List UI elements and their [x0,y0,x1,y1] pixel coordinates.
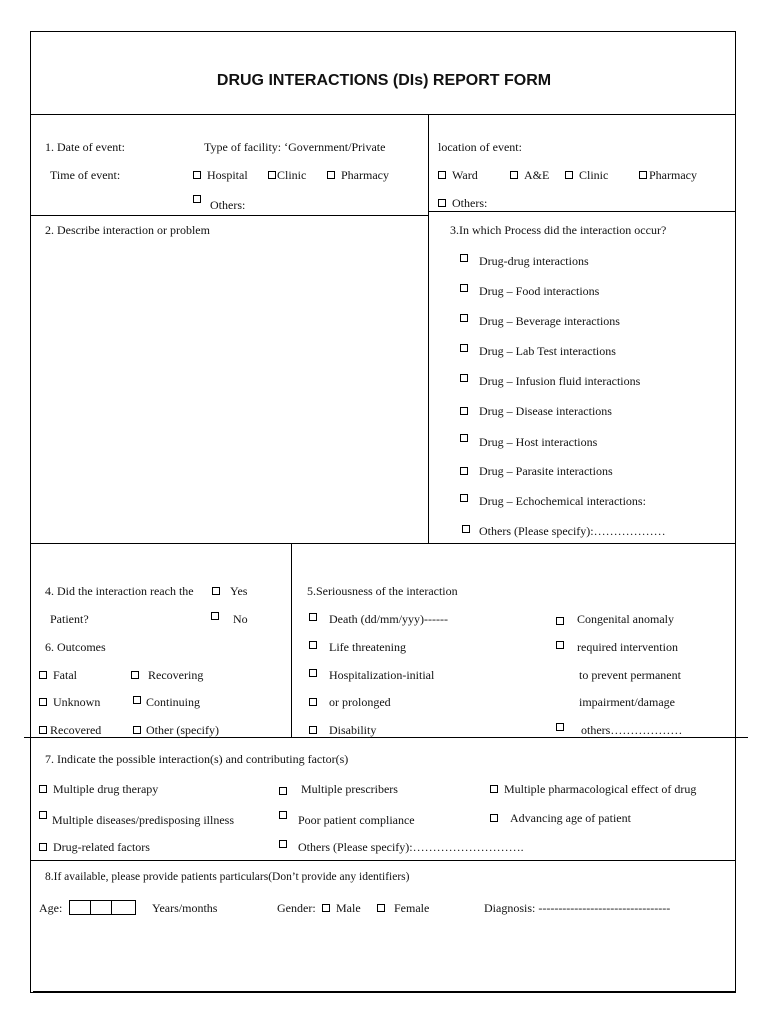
patient-particulars-label: 8.If available, please provide patients particulars(Don’t provide any identifiers) [45,871,410,883]
facility-option-pharmacy[interactable]: Pharmacy [327,168,389,182]
checkbox[interactable] [556,617,564,625]
seriousness-option-congenital[interactable]: Congenital anomaly [556,612,674,626]
age-input-digit-1[interactable] [69,900,91,915]
process-option-others[interactable]: Others (Please specify):……………… [462,524,666,538]
location-of-event-label: location of event: [438,140,522,154]
frame-bottom-double-line [33,991,736,992]
factor-option[interactable]: Multiple prescribers [279,782,398,796]
reached-patient-label: 4. Did the interaction reach the [45,584,194,598]
checkbox[interactable] [131,671,139,679]
factor-option[interactable]: Multiple pharmacological effect of drug [490,782,696,796]
rule-section-4-5 [24,737,748,738]
process-option[interactable]: Drug – Host interactions [460,434,597,449]
seriousness-option-disability[interactable]: Disability [309,723,376,737]
checkbox[interactable] [193,195,201,203]
seriousness-intervention-line-3: impairment/damage [579,695,675,709]
checkbox[interactable] [212,587,220,595]
seriousness-option-life-threatening[interactable]: Life threatening [309,640,406,654]
checkbox[interactable] [193,171,201,179]
describe-problem-label: 2. Describe interaction or problem [45,223,210,237]
process-option[interactable]: Drug-drug interactions [460,254,589,268]
checkbox[interactable] [565,171,573,179]
facility-option-hospital[interactable]: Hospital [193,168,248,182]
seriousness-option-others[interactable]: others……………… [556,723,682,737]
interaction-process-label: 3.In which Process did the interaction occur? [450,223,667,237]
seriousness-intervention-line-2: to prevent permanent [579,668,681,682]
seriousness-label: 5.Seriousness of the interaction [307,584,458,598]
process-option[interactable]: Drug – Beverage interactions [460,314,620,328]
factor-option-others[interactable]: Others (Please specify):………………………. [279,840,524,854]
location-option-ward[interactable]: Ward [438,168,478,182]
checkbox[interactable] [556,723,564,731]
checkbox[interactable] [377,904,385,912]
checkbox[interactable] [556,641,564,649]
facility-option-clinic[interactable]: Clinic [268,168,306,182]
checkbox[interactable] [211,612,219,620]
checkbox[interactable] [279,811,287,819]
outcome-option-recovered[interactable]: Recovered [39,723,101,737]
factor-option[interactable]: Multiple drug therapy [39,782,158,796]
rule-below-title [31,114,735,115]
checkbox[interactable] [460,344,468,352]
reached-patient-label-2: Patient? [50,612,89,626]
outcome-option-continuing[interactable]: Continuing [133,695,200,709]
checkbox[interactable] [327,171,335,179]
seriousness-option-intervention[interactable]: required intervention [556,640,678,654]
time-of-event-label: Time of event: [50,168,121,182]
location-option-ae[interactable]: A&E [510,168,549,182]
checkbox[interactable] [279,840,287,848]
checkbox[interactable] [510,171,518,179]
divider-lower [291,543,292,737]
checkbox[interactable] [133,726,141,734]
location-option-clinic[interactable]: Clinic [565,168,608,182]
checkbox[interactable] [460,374,468,382]
facility-option-others[interactable]: Others: [193,195,245,212]
checkbox[interactable] [39,671,47,679]
checkbox[interactable] [460,494,468,502]
checkbox[interactable] [322,904,330,912]
age-input-digit-2[interactable] [90,900,112,915]
checkbox[interactable] [309,669,317,677]
checkbox[interactable] [639,171,647,179]
gender-option-female[interactable]: Female [377,901,429,915]
reached-option-yes[interactable]: Yes [212,584,247,598]
process-option[interactable]: Drug – Echochemical interactions: [460,494,646,508]
checkbox[interactable] [39,843,47,851]
gender-label: Gender: [277,901,316,915]
seriousness-option-hospitalization[interactable]: Hospitalization-initial [309,668,434,682]
facility-type-label: Type of facility: ʻGovernment/Private [204,140,386,154]
checkbox[interactable] [39,726,47,734]
factor-option[interactable]: Drug-related factors [39,840,150,854]
process-option[interactable]: Drug – Infusion fluid interactions [460,374,640,388]
checkbox[interactable] [309,613,317,621]
gender-option-male[interactable]: Male [322,901,361,915]
checkbox[interactable] [460,407,468,415]
checkbox[interactable] [490,814,498,822]
diagnosis-field[interactable]: Diagnosis: --------------------------------- [484,901,671,915]
checkbox[interactable] [460,467,468,475]
checkbox[interactable] [39,785,47,793]
divider-upper [428,114,429,543]
seriousness-option-prolonged[interactable]: or prolonged [309,695,391,709]
age-label: Age: [39,901,63,915]
rule-section-7 [31,860,735,861]
outcome-option-other[interactable]: Other (specify) [133,723,219,737]
checkbox[interactable] [460,434,468,442]
date-of-event-label: 1. Date of event: [45,140,125,154]
age-unit-label: Years/months [152,901,218,915]
rule-section-1-left [31,215,429,216]
checkbox[interactable] [462,525,470,533]
seriousness-option-death[interactable]: Death (dd/mm/yyy)------ [309,612,448,626]
factor-option[interactable]: Poor patient compliance [279,811,415,827]
checkbox[interactable] [309,698,317,706]
checkbox[interactable] [133,696,141,704]
factor-option[interactable]: Multiple diseases/predisposing illness [39,811,234,827]
checkbox[interactable] [438,199,446,207]
checkbox[interactable] [279,787,287,795]
form-title: DRUG INTERACTIONS (DIs) REPORT FORM [216,72,552,89]
age-input-digit-3[interactable] [111,900,136,915]
reached-option-no[interactable]: No [211,612,248,626]
checkbox[interactable] [460,314,468,322]
rule-section-1-right [429,211,735,212]
process-option[interactable]: Drug – Food interactions [460,284,599,298]
contributing-factors-label: 7. Indicate the possible interaction(s) and contributing factor(s) [45,752,349,766]
process-option[interactable]: Drug – Disease interactions [460,404,612,418]
checkbox[interactable] [490,785,498,793]
rule-section-2-3 [31,543,735,544]
checkbox[interactable] [460,284,468,292]
checkbox[interactable] [39,811,47,819]
checkbox[interactable] [309,726,317,734]
location-option-others[interactable]: Others: [438,196,487,210]
outcome-option-recovering[interactable]: Recovering [131,668,203,682]
checkbox[interactable] [460,254,468,262]
process-option[interactable]: Drug – Parasite interactions [460,464,613,478]
checkbox[interactable] [438,171,446,179]
outcome-option-fatal[interactable]: Fatal [39,668,77,682]
factor-option[interactable]: Advancing age of patient [490,811,631,825]
checkbox[interactable] [39,698,47,706]
checkbox[interactable] [309,641,317,649]
outcome-option-unknown[interactable]: Unknown [39,695,100,709]
process-option[interactable]: Drug – Lab Test interactions [460,344,616,358]
checkbox[interactable] [268,171,276,179]
location-option-pharmacy[interactable]: Pharmacy [639,168,697,182]
outcomes-label: 6. Outcomes [45,640,106,654]
